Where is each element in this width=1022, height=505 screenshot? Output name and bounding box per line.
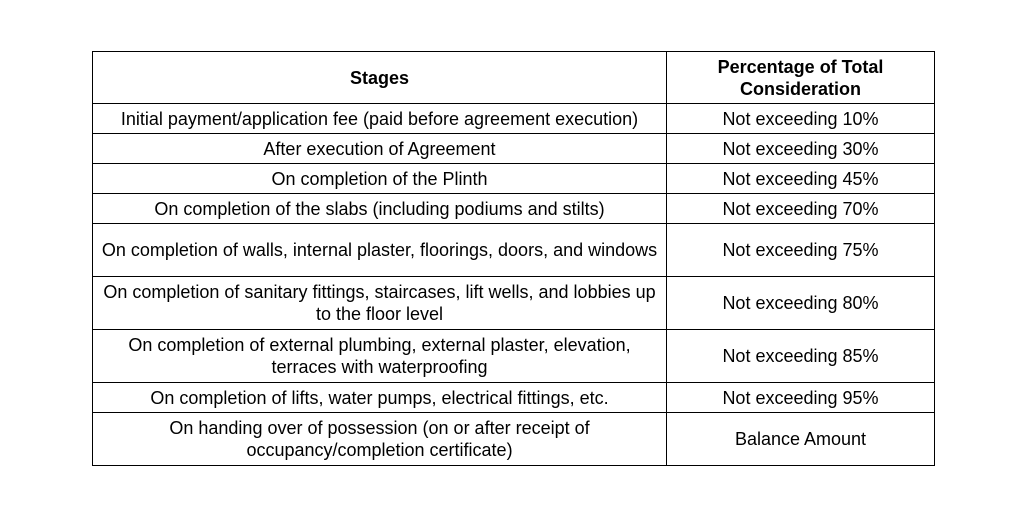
stage-cell: Initial payment/application fee (paid before agreement execution) xyxy=(93,104,667,134)
stage-cell: On completion of walls, internal plaster, floorings, doors, and windows xyxy=(93,224,667,277)
table-row xyxy=(93,134,935,164)
percentage-cell: Not exceeding 85% xyxy=(667,330,935,383)
stage-cell: On completion of external plumbing, external plaster, elevation, terraces with waterproofing xyxy=(93,330,667,383)
table-row xyxy=(93,104,935,134)
table-header-row xyxy=(93,52,935,104)
stage-cell: On completion of lifts, water pumps, electrical fittings, etc. xyxy=(93,383,667,413)
table-row xyxy=(93,277,935,330)
table-row xyxy=(93,194,935,224)
percentage-cell: Balance Amount xyxy=(667,413,935,466)
table-row xyxy=(93,224,935,277)
table-row xyxy=(93,413,935,466)
stage-cell: On completion of the Plinth xyxy=(93,164,667,194)
percentage-cell: Not exceeding 45% xyxy=(667,164,935,194)
percentage-cell: Not exceeding 95% xyxy=(667,383,935,413)
table-row xyxy=(93,330,935,383)
percentage-cell: Not exceeding 70% xyxy=(667,194,935,224)
table-row xyxy=(93,383,935,413)
stage-cell: After execution of Agreement xyxy=(93,134,667,164)
percentage-cell: Not exceeding 75% xyxy=(667,224,935,277)
payment-schedule-table xyxy=(92,51,935,466)
percentage-cell: Not exceeding 80% xyxy=(667,277,935,330)
percentage-cell: Not exceeding 10% xyxy=(667,104,935,134)
stage-cell: On completion of the slabs (including podiums and stilts) xyxy=(93,194,667,224)
percentage-cell: Not exceeding 30% xyxy=(667,134,935,164)
header-stages: Stages xyxy=(93,52,667,104)
header-percentage: Percentage of Total Consideration xyxy=(667,52,935,104)
stage-cell: On handing over of possession (on or after receipt of occupancy/completion certificate) xyxy=(93,413,667,466)
table-row xyxy=(93,164,935,194)
stage-cell: On completion of sanitary fittings, staircases, lift wells, and lobbies up to the floor level xyxy=(93,277,667,330)
